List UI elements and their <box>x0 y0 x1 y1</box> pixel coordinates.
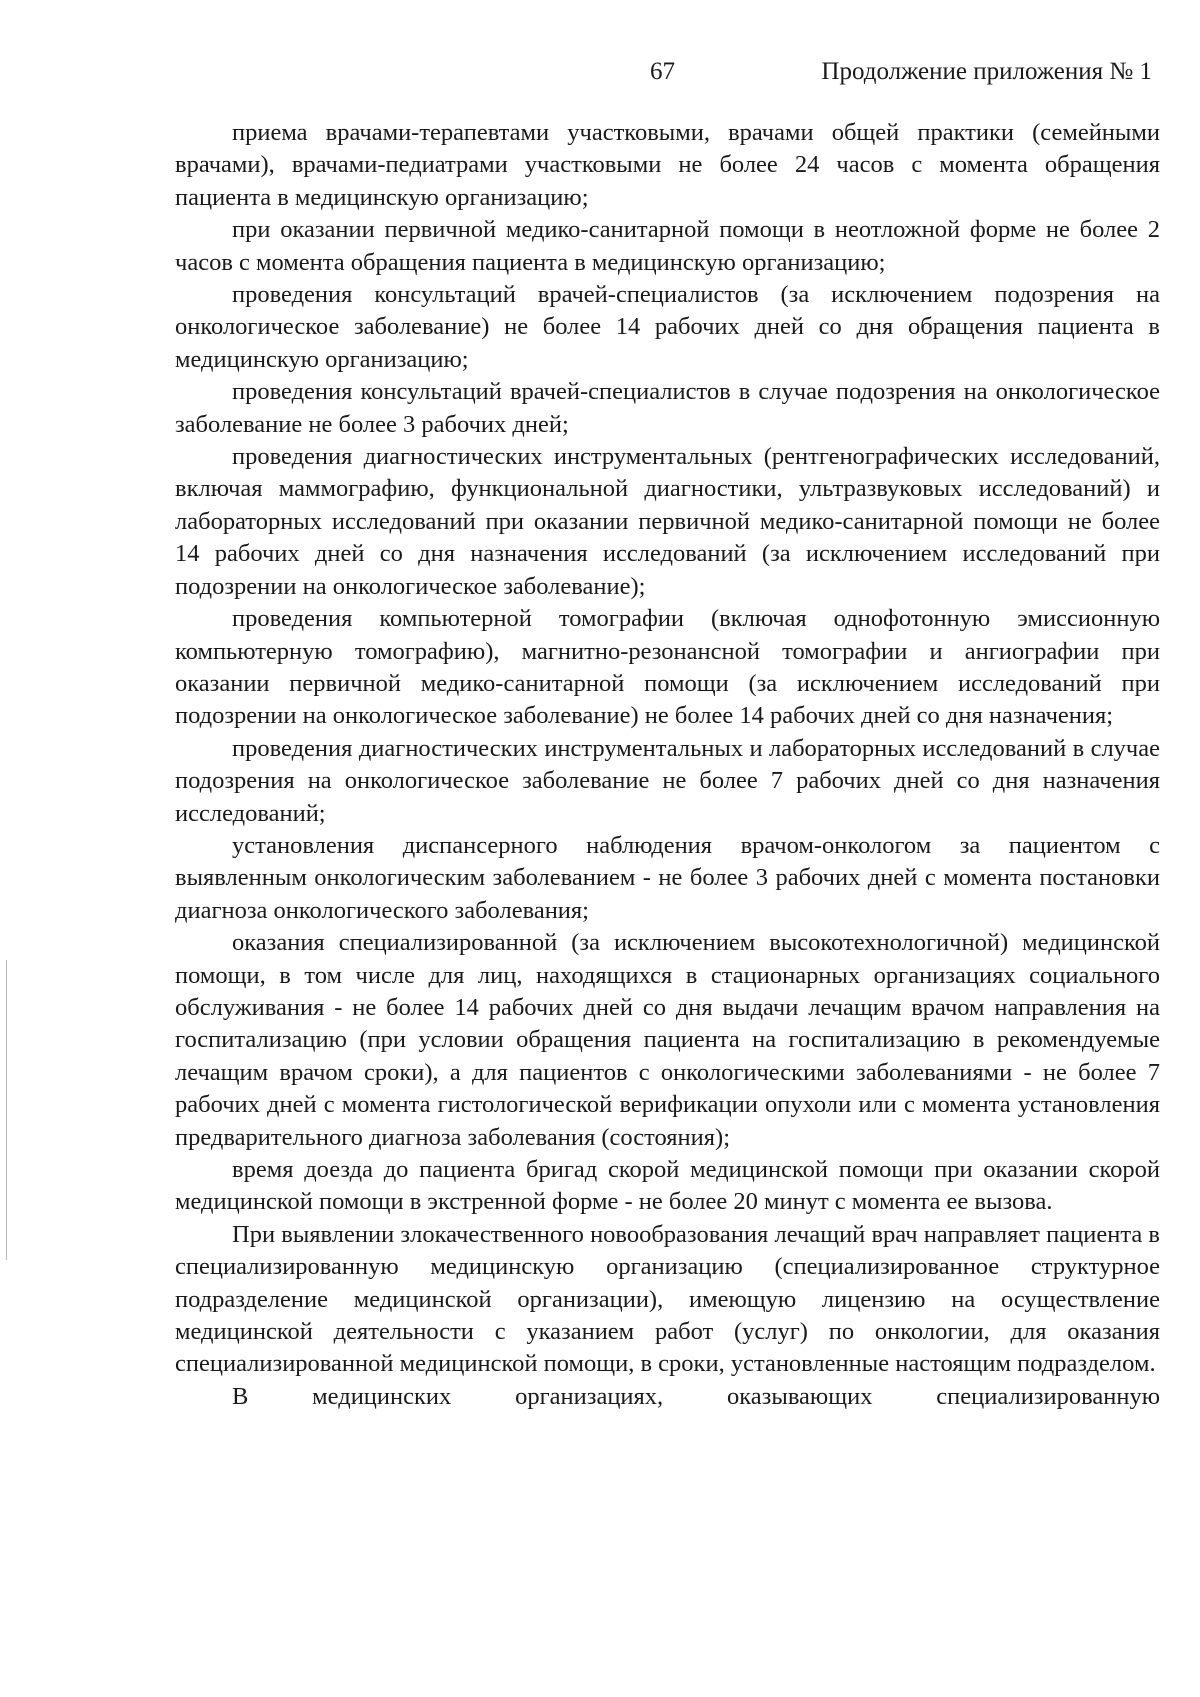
paragraph-diagnostic-studies: проведения диагностических инструментальных (рентгенографических исследований, включая маммографию, функциональной диагностики, ультразвуковых исследований) и лабораторных исследований при оказании первичной медико-санитарной помощи не более 14 рабочих дней со дня назначения исследований (за исключением исследований при подозрении на онкологическое заболевание); <box>175 443 1160 600</box>
page-number: 67 <box>650 58 675 85</box>
paragraph-tomography: проведения компьютерной томографии (включая однофотонную эмиссионную компьютерную томографию), магнитно-резонансной томографии и ангиографии при оказании первичной медико-санитарной помощи (за исключением исследований при подозрении на онкологическое заболевание) не более 14 рабочих дней со дня назначения; <box>175 605 1160 730</box>
paragraph-specialist-consultations: проведения консультаций врачей-специалистов (за исключением подозрения на онкологическое заболевание) не более 14 рабочих дней со дня обращения пациента в медицинскую организацию; <box>175 281 1160 373</box>
paragraph-specialized-care: оказания специализированной (за исключением высокотехнологичной) медицинской помощи, в том числе для лиц, находящихся в стационарных организациях социального обслуживания - не более 14 рабочих дней со дня выдачи лечащим врачом направления на госпитализацию (при условии обращения пациента на госпитализацию в рекомендуемые лечащим врачом сроки), а для пациентов с онкологическими заболеваниями - не более 7 рабочих дней с момента гистологической верификации опухоли или с момента установления предварительного диагноза заболевания (состояния); <box>175 929 1160 1151</box>
appendix-continuation-note: Продолжение приложения № 1 <box>821 58 1152 85</box>
paragraph-malignancy-referral: При выявлении злокачественного новообразования лечащий врач направляет пациента в специализированную медицинскую организацию (специализированное структурное подразделение медицинской организации), имеющую лицензию на осуществление медицинской деятельности с указанием работ (услуг) по онкологии, для оказания специализированной медицинской помощи, в сроки, установленные настоящим подразделом. <box>175 1220 1160 1378</box>
paragraph-ambulance-arrival: время доезда до пациента бригад скорой медицинской помощи при оказании скорой медицинской помощи в экстренной форме - не более 20 минут с момента ее вызова. <box>175 1156 1160 1216</box>
page-header <box>0 58 1200 94</box>
scan-edge-mark <box>6 960 7 1260</box>
paragraph-therapist-appointment: приема врачами-терапевтами участковыми, врачами общей практики (семейными врачами), врачами-педиатрами участковыми не более 24 часов с момента обращения пациента в медицинскую организацию; <box>175 119 1160 211</box>
paragraph-urgent-care: при оказании первичной медико-санитарной помощи в неотложной форме не более 2 часов с момента обращения пациента в медицинскую организацию; <box>175 216 1160 276</box>
paragraph-medical-organizations: В медицинских организациях, оказывающих специализированную <box>232 1382 1160 1410</box>
document-body <box>175 117 1160 1413</box>
paragraph-oncology-diagnostics: проведения диагностических инструментальных и лабораторных исследований в случае подозрения на онкологическое заболевание не более 7 рабочих дней со дня назначения исследований; <box>175 734 1160 827</box>
paragraph-oncology-consultations: проведения консультаций врачей-специалистов в случае подозрения на онкологическое заболевание не более 3 рабочих дней; <box>175 378 1160 438</box>
paragraph-dispensary-observation: установления диспансерного наблюдения врачом-онкологом за пациентом с выявленным онкологическим заболеванием - не более 3 рабочих дней с момента постановки диагноза онкологического заболевания; <box>175 831 1160 924</box>
